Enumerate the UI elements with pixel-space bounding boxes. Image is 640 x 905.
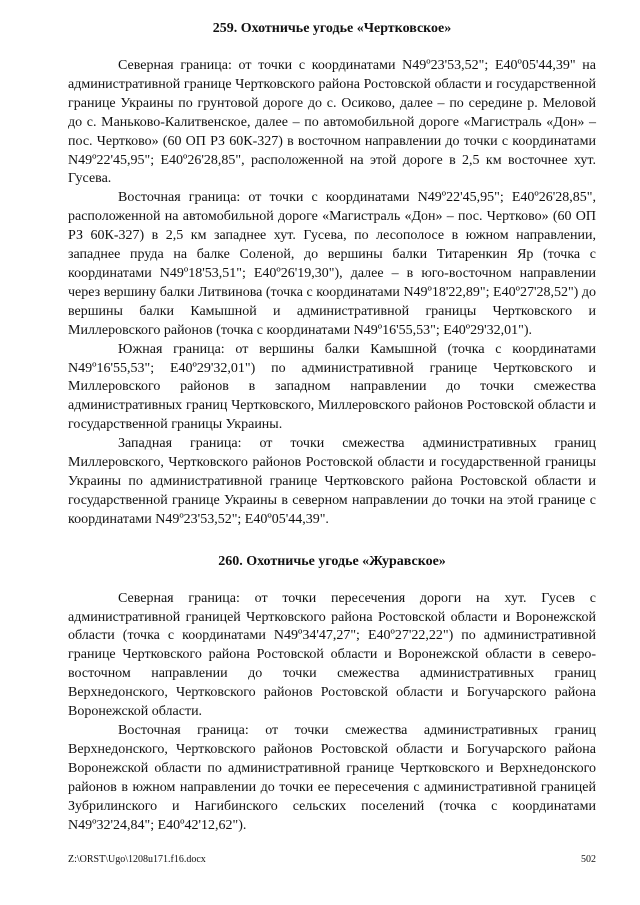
paragraph-east-border: Восточная граница: от точки смежества административных границ Верхнедонского, Чертковского районов Ростовской области и Богучарского района Воронежской области по административной границе Чертковского и Верхнедонского районов в южном направлении до точки ее пересечения с административной границей Зубрилинского и Нагибинского сельских поселений (точка с координатами N49º32'24,84"; E40º42'12,62").: [68, 723, 596, 833]
document-body: [68, 20, 596, 835]
paragraph-north-border: Северная граница: от точки пересечения дороги на хут. Гусев с административной границей Чертковского района Ростовской области и Воронежской области (точка с координатами N49º34'47,27"; E40º27'22,22") по административной границе Чертковского района Ростовской области и Воронежской области в северо-восточном направлении до точки смежества административных границ Верхнедонского, Чертковского районов Ростовской области и Богучарского района Воронежской области.: [68, 590, 596, 720]
paragraph-south-border: Южная граница: от вершины балки Камышной (точка с координатами N49º16'55,53"; E40º29'32,01") по административной границе Чертковского и Миллеровского районов в западном направлении до точки смежества административных границ Чертковского, Миллеровского районов Ростовской области и государственной границы Украины.: [68, 341, 596, 433]
paragraph-east-border: Восточная граница: от точки с координатами N49º22'45,95"; E40º26'28,85", расположенной на автомобильной дороге «Магистраль «Дон» – пос. Чертково» (60 ОП РЗ 60К-327) в 2,5 км западнее хут. Гусева, по лесополосе в южном направлении, западнее пруда на балке Соленой, до вершины балки Титаренкин Яр (точка с координатами N49º18'53,51"; E40º26'19,30"), далее – в юго-восточном направлении через вершину балки Литвинова (точка с координатами N49º18'22,89"; E40º27'28,52") до вершины балки Камышной и административной границы Чертковского и Миллеровского районов (точка с координатами N49º16'55,53"; E40º29'32,01").: [68, 190, 596, 338]
paragraph-north-border: Северная граница: от точки с координатами N49º23'53,52"; E40º05'44,39" на административной границе Чертковского района Ростовской области и государственной границе Украины по грунтовой дороге до с. Осиково, далее – по середине р. Меловой до с. Маньково-Калитвенское, далее – по автомобильной дороге «Магистраль «Дон» – пос. Чертково» (60 ОП РЗ 60К-327) в восточном направлении до точки с координатами N49º22'45,95"; E40º26'28,85", расположенной на этой дороге в 2,5 км восточнее хут. Гусева.: [68, 58, 596, 187]
section-title: 259. Охотничье угодье «Чертковское»: [212, 21, 452, 36]
footer-file-path: Z:\ORST\Ugo\1208u171.f16.docx: [68, 854, 206, 865]
paragraph-west-border: Западная граница: от точки смежества административных границ Миллеровского, Чертковского районов Ростовской области и государственной границы Украины по административной границе Чертковского района Ростовской области и государственной границе Украины в северном направлении до точки на этой границе с координатами N49º23'53,52"; E40º05'44,39".: [68, 436, 596, 527]
section-title: 260. Охотничье угодье «Журавское»: [218, 553, 446, 569]
footer-page-number: 502: [581, 854, 596, 865]
